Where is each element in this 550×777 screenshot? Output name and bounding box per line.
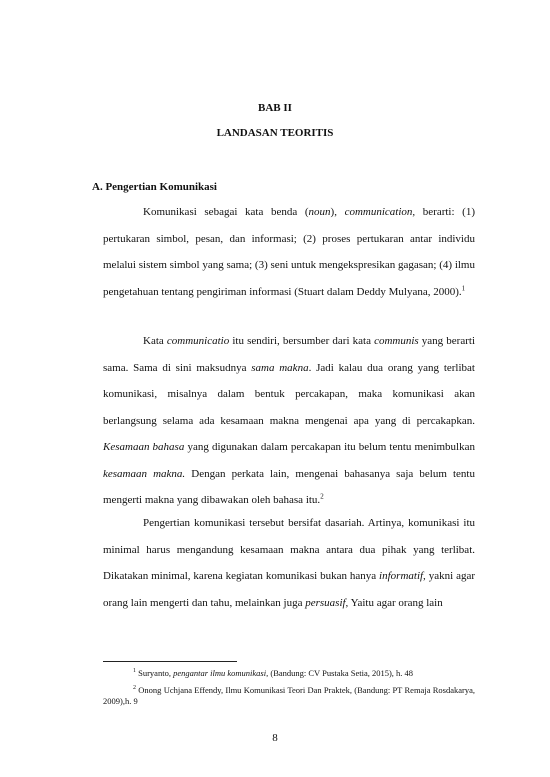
footnotes	[103, 668, 475, 713]
italic-term: persuasif,	[305, 596, 349, 609]
italic-term: kesamaan makna.	[103, 467, 186, 480]
text-run: ),	[330, 206, 345, 218]
italic-term: Kesamaan bahasa	[103, 441, 185, 453]
text-run: yang berarti sama. Sama di sini maksudnya	[103, 335, 476, 374]
italic-term: communication,	[344, 206, 416, 218]
footnote-number: 2	[133, 684, 136, 691]
footnote-number: 1	[133, 668, 136, 675]
text-run: Komunikasi sebagai kata benda (	[143, 206, 309, 218]
paragraph-1	[103, 199, 475, 305]
text-run: yang digunakan dalam percakapan itu belum tentu menimbulkan	[184, 441, 475, 453]
section-heading: A. Pengertian Komunikasi	[92, 181, 217, 193]
italic-term: noun	[308, 206, 331, 218]
footnote-2	[103, 685, 475, 708]
text-run: Dengan perkata lain, mengenai bahasanya saja belum tentu mengerti makna yang dibawakan oleh bahasa itu.	[103, 467, 475, 506]
italic-term: communis	[374, 335, 419, 347]
italic-term: informatif,	[379, 570, 426, 582]
italic-term: sama makna	[251, 361, 309, 374]
text-run: yakni agar orang lain mengerti dan tahu, melainkan juga	[103, 570, 475, 609]
text-run: Kata	[143, 335, 167, 347]
text-run: berarti: (1) pertukaran simbol, pesan, dan informasi; (2) proses pertukaran antar individu melalui sistem simbol yang sama; (3) seni untuk mengekspresikan gagasan; (4) ilmu pengetahuan tentang pengiriman informasi (Stuart dalam Deddy Mulyana, 2000).	[103, 206, 475, 298]
text-run: . Jadi kalau dua orang yang terlibat komunikasi, misalnya dalam bentuk percakapan, maka komunikasi akan berlangsung selama ada kesamaan makna mengenai apa yang di percakapkan.	[103, 361, 475, 427]
text-run: Pengertian komunikasi tersebut bersifat dasariah. Artinya, komunikasi itu minimal harus mengandung kesamaan makna antara dua pihak yang terlibat. Dikatakan minimal, karena kegiatan komunikasi bukan hanya	[103, 517, 475, 582]
footnote-text: Suryanto,	[138, 668, 174, 678]
text-run: itu sendiri, bersumber dari kata	[229, 335, 375, 347]
paragraph-2	[103, 328, 475, 514]
footnote-1	[103, 668, 475, 680]
footnote-divider	[103, 661, 237, 662]
footnote-text: , (Bandung: CV Pustaka Setia, 2015), h. 48	[266, 668, 414, 678]
page-number: 8	[272, 732, 278, 744]
footnote-text: Onong Uchjana Effendy, Ilmu Komunikasi Teori Dan Praktek, (Bandung: PT Remaja Rosdakarya, 2009),h. 9	[103, 684, 475, 706]
text-run: Yaitu agar orang lain	[348, 596, 443, 609]
footnote-ref-1[interactable]: 1	[461, 283, 466, 292]
footnote-italic: pengantar ilmu komunikasi	[173, 668, 267, 678]
paragraph-3	[103, 510, 475, 616]
chapter-title: LANDASAN TEORITIS	[216, 127, 334, 139]
chapter-heading: BAB II	[258, 102, 292, 114]
italic-term: communicatio	[166, 335, 230, 347]
footnote-ref-2[interactable]: 2	[320, 492, 324, 501]
